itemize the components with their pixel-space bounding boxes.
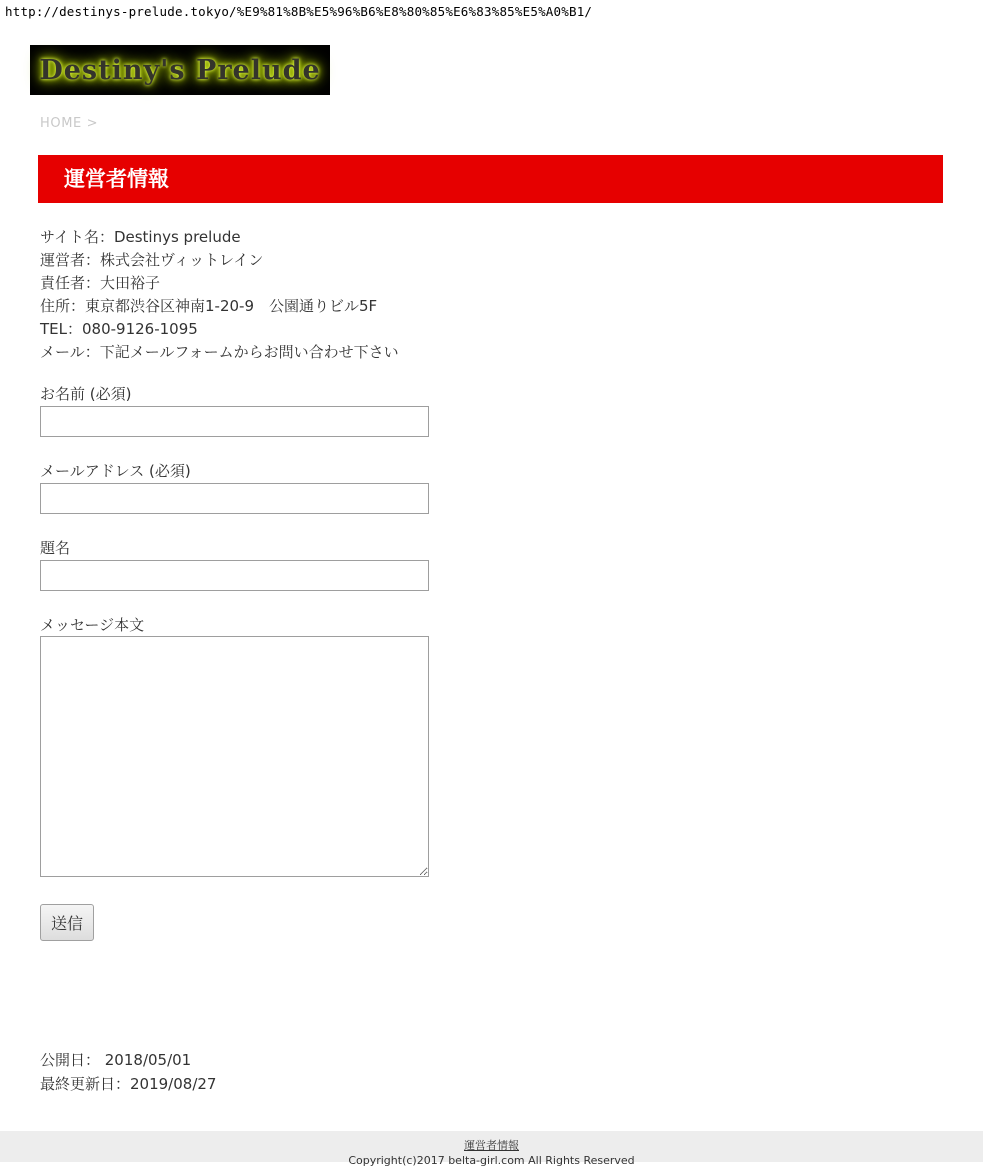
submit-button[interactable]: 送信: [40, 904, 94, 941]
page-footer: [0, 1131, 983, 1167]
copyright-text: Copyright(c)2017 belta-girl.com All Rights Reserved: [348, 1154, 635, 1167]
page-title-banner: 運営者情報: [38, 155, 943, 203]
breadcrumb-home-link[interactable]: HOME: [40, 116, 82, 131]
message-field-label: メッセージ本文: [40, 616, 145, 634]
published-date: 公開日： 2018/05/01: [40, 1051, 192, 1069]
breadcrumb: [40, 116, 98, 131]
email-field[interactable]: [40, 483, 429, 514]
subject-field-label: 題名: [40, 539, 71, 557]
site-logo[interactable]: [30, 45, 330, 95]
info-line-operator: 運営者：株式会社ヴィットレイン: [40, 251, 264, 269]
message-field[interactable]: [40, 636, 429, 877]
info-line-tel: TEL：080-9126-1095: [40, 320, 198, 338]
operator-info-block: [40, 226, 399, 364]
subject-field[interactable]: [40, 560, 429, 591]
email-field-label: メールアドレス (必須): [40, 462, 191, 480]
info-line-mail: メール：下記メールフォームからお問い合わせ下さい: [40, 343, 399, 361]
footer-operator-info-link[interactable]: 運営者情報: [464, 1139, 519, 1152]
name-field[interactable]: [40, 406, 429, 437]
info-line-site-name: サイト名：Destinys prelude: [40, 228, 241, 246]
name-field-label: お名前 (必須): [40, 385, 132, 403]
site-logo-text: Destiny's Prelude: [39, 54, 321, 86]
breadcrumb-separator: >: [86, 116, 99, 131]
info-line-manager: 責任者：大田裕子: [40, 274, 161, 292]
address-text: http://destinys-prelude.tokyo/%E9%81%8B%E5%96%B6%E8%80%85%E6%83%85%E5%A0%B1/: [5, 4, 593, 19]
page-dates: [40, 1049, 216, 1096]
info-line-address: 住所：東京都渋谷区神南1-20-9 公園通りビル5F: [40, 297, 378, 315]
updated-date: 最終更新日：2019/08/27: [40, 1074, 217, 1093]
